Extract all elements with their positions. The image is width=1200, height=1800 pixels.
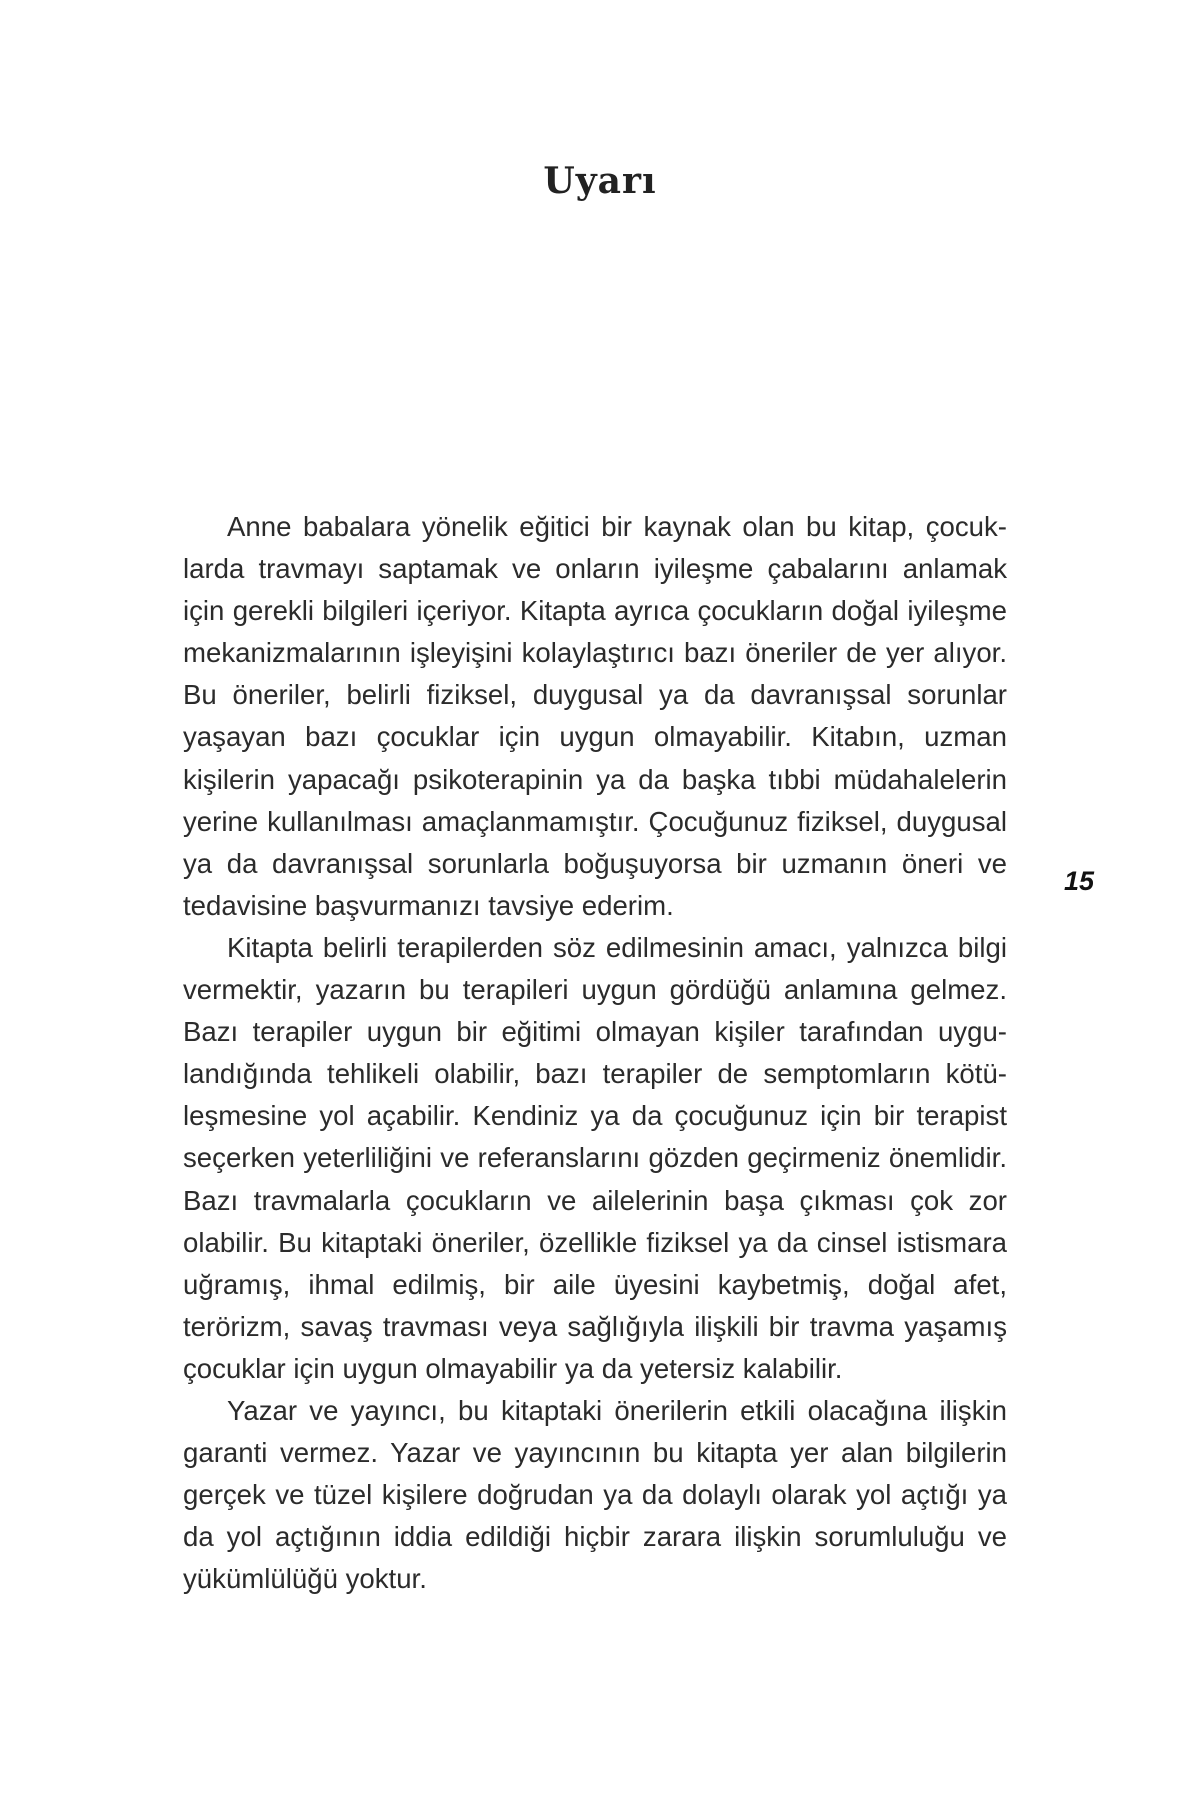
page-number: 15: [1064, 866, 1095, 896]
body-text: [183, 506, 1007, 1600]
paragraph-3: Yazar ve yayıncı, bu kitaptaki önerilerin etkili olacağına ilişkin garanti vermez. Yazar ve yayıncının bu kitapta yer alan bilgilerin gerçek ve tüzel kişilere doğrudan ya da dolaylı olarak yol açtığı ya da yol açtığının iddia edildiği hiçbir zarara ilişkin sorumluluğu ve yükümlülüğü yoktur.: [183, 1394, 1007, 1595]
paragraph-2: Kitapta belirli terapilerden söz edilmesinin amacı, yalnızca bilgi vermektir, yazarın bu terapileri uygun gördüğü anlamına gelmez. Bazı terapiler uygun bir eğitimi olmayan kişiler tarafından uygulandığında tehlikeli olabilir, bazı terapiler de semptomların kötüleşmesine yol açabilir. Kendiniz ya da çocuğunuz için bir terapist seçerken yeterliliğini ve referanslarını gözden geçirmeniz önemlidir. Bazı travmalarla çocukların ve ailelerinin başa çıkması çok zor olabilir. Bu kitaptaki öneriler, özellikle fiziksel ya da cinsel istismara uğramış, ihmal edilmiş, bir aile üyesini kaybetmiş, doğal afet, terörizm, savaş travması veya sağlığıyla ilişkili bir travma yaşamış çocuklar için uygun olmayabilir ya da yetersiz kalabilir.: [183, 931, 1007, 1384]
page-title: Uyarı: [543, 160, 657, 202]
paragraph-1: Anne babalara yönelik eğitici bir kaynak olan bu kitap, çocuklarda travmayı saptamak ve onların iyileşme çabalarını anlamak için gerekli bilgileri içeriyor. Kitapta ayrıca çocukların doğal iyileşme mekanizmalarının işleyişini kolaylaştırıcı bazı öneriler de yer alıyor. Bu öneriler, belirli fiziksel, duygusal ya da davranışsal sorunlar yaşayan bazı çocuklar için uygun olmayabilir. Kitabın, uzman kişilerin yapacağı psikoterapinin ya da başka tıbbi müdahalelerin yerine kullanılması amaçlanmamıştır. Çocuğunuz fiziksel, duygusal ya da davranışsal sorunlarla boğuşuyorsa bir uzmanın öneri ve tedavisine başvurmanızı tavsiye ederim.: [183, 511, 1007, 921]
